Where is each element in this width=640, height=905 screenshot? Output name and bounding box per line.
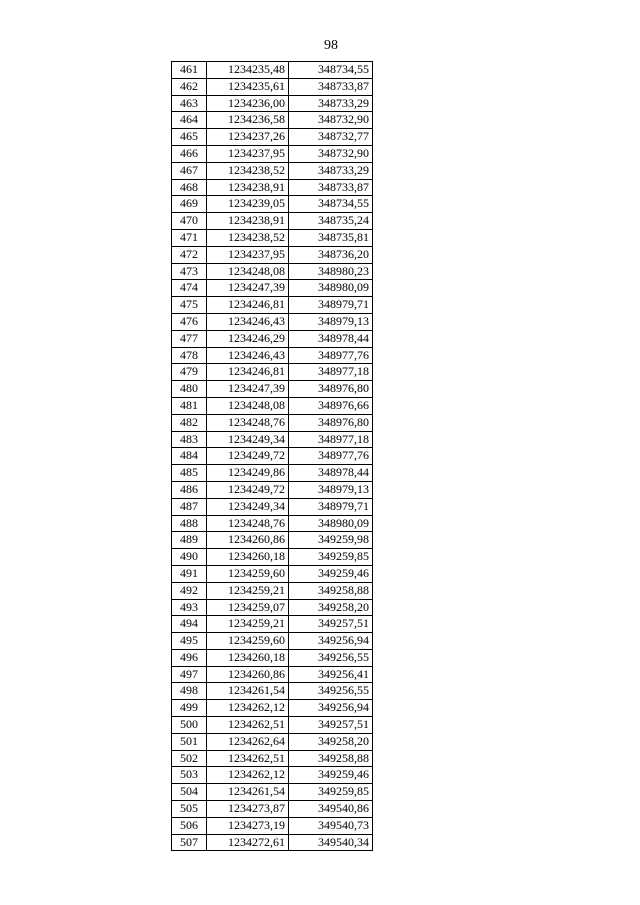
x-coordinate-cell: 1234262,12 [207,767,289,784]
point-number-cell: 478 [172,347,207,364]
y-coordinate-cell: 349259,98 [289,532,373,549]
point-number-cell: 476 [172,313,207,330]
y-coordinate-cell: 348977,18 [289,431,373,448]
x-coordinate-cell: 1234247,39 [207,381,289,398]
table-row [172,330,373,347]
table-row [172,498,373,515]
y-coordinate-cell: 348732,90 [289,112,373,129]
x-coordinate-cell: 1234273,87 [207,801,289,818]
table-row [172,834,373,851]
table-row [172,78,373,95]
x-coordinate-cell: 1234238,91 [207,179,289,196]
y-coordinate-cell: 348980,09 [289,280,373,297]
point-number-cell: 475 [172,297,207,314]
y-coordinate-cell: 348736,20 [289,246,373,263]
table-row [172,717,373,734]
y-coordinate-cell: 349540,73 [289,817,373,834]
y-coordinate-cell: 349540,34 [289,834,373,851]
table-row [172,767,373,784]
x-coordinate-cell: 1234246,81 [207,364,289,381]
point-number-cell: 482 [172,414,207,431]
y-coordinate-cell: 349258,88 [289,582,373,599]
point-number-cell: 484 [172,448,207,465]
table-row [172,145,373,162]
point-number-cell: 461 [172,62,207,79]
y-coordinate-cell: 348733,87 [289,78,373,95]
x-coordinate-cell: 1234248,08 [207,397,289,414]
point-number-cell: 479 [172,364,207,381]
table-row [172,481,373,498]
y-coordinate-cell: 349258,20 [289,733,373,750]
point-number-cell: 468 [172,179,207,196]
y-coordinate-cell: 349259,85 [289,784,373,801]
table-row [172,381,373,398]
x-coordinate-cell: 1234262,64 [207,733,289,750]
x-coordinate-cell: 1234247,39 [207,280,289,297]
point-number-cell: 474 [172,280,207,297]
x-coordinate-cell: 1234249,34 [207,498,289,515]
point-number-cell: 477 [172,330,207,347]
table-row [172,750,373,767]
x-coordinate-cell: 1234246,43 [207,347,289,364]
point-number-cell: 486 [172,481,207,498]
y-coordinate-cell: 349256,94 [289,633,373,650]
table-row [172,213,373,230]
point-number-cell: 500 [172,717,207,734]
point-number-cell: 491 [172,565,207,582]
point-number-cell: 501 [172,733,207,750]
y-coordinate-cell: 348733,29 [289,95,373,112]
x-coordinate-cell: 1234259,60 [207,633,289,650]
x-coordinate-cell: 1234237,95 [207,145,289,162]
x-coordinate-cell: 1234238,52 [207,229,289,246]
x-coordinate-cell: 1234246,43 [207,313,289,330]
table-row [172,364,373,381]
x-coordinate-cell: 1234260,86 [207,532,289,549]
x-coordinate-cell: 1234238,91 [207,213,289,230]
point-number-cell: 466 [172,145,207,162]
point-number-cell: 472 [172,246,207,263]
table-row [172,414,373,431]
table-row [172,431,373,448]
table-row [172,313,373,330]
x-coordinate-cell: 1234237,95 [207,246,289,263]
y-coordinate-cell: 348979,13 [289,313,373,330]
y-coordinate-cell: 349259,85 [289,549,373,566]
point-number-cell: 496 [172,649,207,666]
y-coordinate-cell: 348977,18 [289,364,373,381]
y-coordinate-cell: 349259,46 [289,565,373,582]
table-row [172,229,373,246]
table-row [172,532,373,549]
point-number-cell: 503 [172,767,207,784]
x-coordinate-cell: 1234259,21 [207,616,289,633]
x-coordinate-cell: 1234249,72 [207,448,289,465]
point-number-cell: 492 [172,582,207,599]
point-number-cell: 495 [172,633,207,650]
x-coordinate-cell: 1234235,48 [207,62,289,79]
point-number-cell: 464 [172,112,207,129]
x-coordinate-cell: 1234236,00 [207,95,289,112]
x-coordinate-cell: 1234262,51 [207,750,289,767]
table-row [172,62,373,79]
x-coordinate-cell: 1234272,61 [207,834,289,851]
y-coordinate-cell: 348977,76 [289,347,373,364]
point-number-cell: 473 [172,263,207,280]
y-coordinate-cell: 349258,20 [289,599,373,616]
x-coordinate-cell: 1234239,05 [207,196,289,213]
y-coordinate-cell: 348732,90 [289,145,373,162]
x-coordinate-cell: 1234259,21 [207,582,289,599]
x-coordinate-cell: 1234259,07 [207,599,289,616]
table-row [172,162,373,179]
table-row [172,733,373,750]
table-row [172,549,373,566]
y-coordinate-cell: 348734,55 [289,196,373,213]
x-coordinate-cell: 1234246,29 [207,330,289,347]
table-row [172,112,373,129]
point-number-cell: 485 [172,465,207,482]
x-coordinate-cell: 1234248,08 [207,263,289,280]
table-row [172,246,373,263]
y-coordinate-cell: 348979,71 [289,297,373,314]
x-coordinate-cell: 1234249,86 [207,465,289,482]
y-coordinate-cell: 349258,88 [289,750,373,767]
point-number-cell: 467 [172,162,207,179]
table-row [172,196,373,213]
y-coordinate-cell: 348732,77 [289,129,373,146]
point-number-cell: 505 [172,801,207,818]
table-row [172,565,373,582]
x-coordinate-cell: 1234273,19 [207,817,289,834]
point-number-cell: 481 [172,397,207,414]
y-coordinate-cell: 348980,23 [289,263,373,280]
table-row [172,465,373,482]
point-number-cell: 506 [172,817,207,834]
table-row [172,297,373,314]
point-number-cell: 471 [172,229,207,246]
table-row [172,179,373,196]
table-row [172,700,373,717]
x-coordinate-cell: 1234249,72 [207,481,289,498]
x-coordinate-cell: 1234260,18 [207,549,289,566]
y-coordinate-cell: 349256,94 [289,700,373,717]
table-row [172,616,373,633]
table-row [172,347,373,364]
y-coordinate-cell: 349256,55 [289,683,373,700]
point-number-cell: 504 [172,784,207,801]
coordinates-table [171,61,373,851]
table-row [172,683,373,700]
x-coordinate-cell: 1234259,60 [207,565,289,582]
y-coordinate-cell: 348978,44 [289,465,373,482]
y-coordinate-cell: 349257,51 [289,616,373,633]
y-coordinate-cell: 349256,55 [289,649,373,666]
point-number-cell: 488 [172,515,207,532]
x-coordinate-cell: 1234246,81 [207,297,289,314]
point-number-cell: 490 [172,549,207,566]
x-coordinate-cell: 1234236,58 [207,112,289,129]
point-number-cell: 483 [172,431,207,448]
x-coordinate-cell: 1234262,51 [207,717,289,734]
table-row [172,582,373,599]
table-row [172,263,373,280]
point-number-cell: 489 [172,532,207,549]
table-row [172,515,373,532]
x-coordinate-cell: 1234261,54 [207,683,289,700]
y-coordinate-cell: 349257,51 [289,717,373,734]
y-coordinate-cell: 348735,24 [289,213,373,230]
table-row [172,817,373,834]
point-number-cell: 493 [172,599,207,616]
x-coordinate-cell: 1234262,12 [207,700,289,717]
point-number-cell: 462 [172,78,207,95]
point-number-cell: 502 [172,750,207,767]
point-number-cell: 494 [172,616,207,633]
table-row [172,448,373,465]
point-number-cell: 499 [172,700,207,717]
y-coordinate-cell: 349540,86 [289,801,373,818]
table-row [172,129,373,146]
y-coordinate-cell: 348976,80 [289,414,373,431]
x-coordinate-cell: 1234249,34 [207,431,289,448]
y-coordinate-cell: 348978,44 [289,330,373,347]
x-coordinate-cell: 1234238,52 [207,162,289,179]
y-coordinate-cell: 349259,46 [289,767,373,784]
point-number-cell: 470 [172,213,207,230]
table-row [172,649,373,666]
table-row [172,666,373,683]
x-coordinate-cell: 1234248,76 [207,515,289,532]
point-number-cell: 463 [172,95,207,112]
point-number-cell: 469 [172,196,207,213]
point-number-cell: 507 [172,834,207,851]
table-row [172,599,373,616]
y-coordinate-cell: 348976,80 [289,381,373,398]
table-row [172,633,373,650]
x-coordinate-cell: 1234261,54 [207,784,289,801]
table-row [172,95,373,112]
point-number-cell: 498 [172,683,207,700]
x-coordinate-cell: 1234235,61 [207,78,289,95]
x-coordinate-cell: 1234237,26 [207,129,289,146]
table-row [172,397,373,414]
coordinates-table-body [172,62,373,851]
table-row [172,784,373,801]
table-row [172,801,373,818]
x-coordinate-cell: 1234248,76 [207,414,289,431]
y-coordinate-cell: 348979,71 [289,498,373,515]
y-coordinate-cell: 348733,29 [289,162,373,179]
point-number-cell: 465 [172,129,207,146]
y-coordinate-cell: 348733,87 [289,179,373,196]
point-number-cell: 487 [172,498,207,515]
y-coordinate-cell: 348979,13 [289,481,373,498]
point-number-cell: 480 [172,381,207,398]
table-row [172,280,373,297]
y-coordinate-cell: 348977,76 [289,448,373,465]
point-number-cell: 497 [172,666,207,683]
page-number: 98 [324,38,338,53]
y-coordinate-cell: 349256,41 [289,666,373,683]
y-coordinate-cell: 348976,66 [289,397,373,414]
x-coordinate-cell: 1234260,18 [207,649,289,666]
y-coordinate-cell: 348735,81 [289,229,373,246]
y-coordinate-cell: 348980,09 [289,515,373,532]
y-coordinate-cell: 348734,55 [289,62,373,79]
x-coordinate-cell: 1234260,86 [207,666,289,683]
